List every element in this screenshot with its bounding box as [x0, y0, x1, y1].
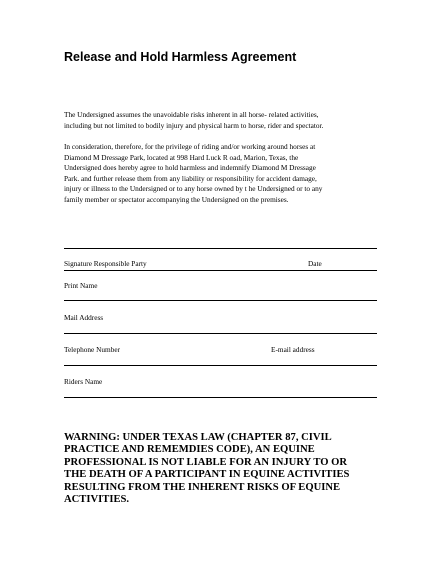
mail-address-line[interactable]	[64, 333, 377, 334]
print-name-line[interactable]	[64, 300, 377, 301]
paragraph-line: Park. and further release them from any liability or responsibility for accident damage,	[64, 173, 317, 183]
document-title: Release and Hold Harmless Agreement	[64, 50, 297, 64]
signature-line[interactable]	[64, 248, 377, 249]
paragraph-line: including but not limited to bodily injury and physical harm to horse, rider and spectator.	[64, 120, 324, 130]
paragraph-line: In consideration, therefore, for the privilege of riding and/or working around horses at	[64, 142, 316, 151]
warning-line: WARNING: UNDER TEXAS LAW (CHAPTER 87, CIVIL	[64, 432, 332, 443]
warning-line: ACTIVITIES.	[64, 494, 130, 506]
mail-address-label: Mail Address	[64, 313, 104, 322]
risk-paragraph	[64, 110, 384, 131]
paragraph-line: Undersigned does hereby agree to hold harmless and indemnify Diamond M Dressage	[64, 163, 316, 173]
email-label: E-mail address	[271, 345, 315, 354]
date-label: Date	[308, 259, 322, 268]
warning-line: RESULTING FROM THE INHERENT RISKS OF EQUINE	[64, 481, 341, 493]
riders-name-line[interactable]	[64, 397, 377, 398]
warning-line: PRACTICE AND REMEMDIES CODE), AN EQUINE	[64, 444, 315, 456]
paragraph-line: injury or illness to the Undersigned or to any horse owned by t he Undersigned or to any	[64, 184, 323, 194]
signature-label: Signature Responsible Party	[64, 259, 147, 268]
print-name-label: Print Name	[64, 281, 98, 290]
print-name-divider	[64, 270, 377, 271]
texas-law-warning	[64, 432, 394, 506]
paragraph-line: The Undersigned assumes the unavoidable risks inherent in all horse- related activities,	[64, 110, 319, 119]
riders-name-label: Riders Name	[64, 377, 103, 386]
paragraph-line: Diamond M Dressage Park, located at 998 Hard Luck R oad, Marion, Texas, the	[64, 152, 299, 162]
consideration-paragraph	[64, 142, 384, 206]
telephone-line[interactable]	[64, 365, 377, 366]
warning-line: THE DEATH OF A PARTICIPANT IN EQUINE ACTIVITIES	[64, 469, 350, 481]
paragraph-line: family member or spectator accompanying the Undersigned on the premises.	[64, 194, 289, 204]
warning-line: PROFESSIONAL IS NOT LIABLE FOR AN INJURY TO OR	[64, 456, 347, 468]
telephone-label: Telephone Number	[64, 345, 121, 354]
